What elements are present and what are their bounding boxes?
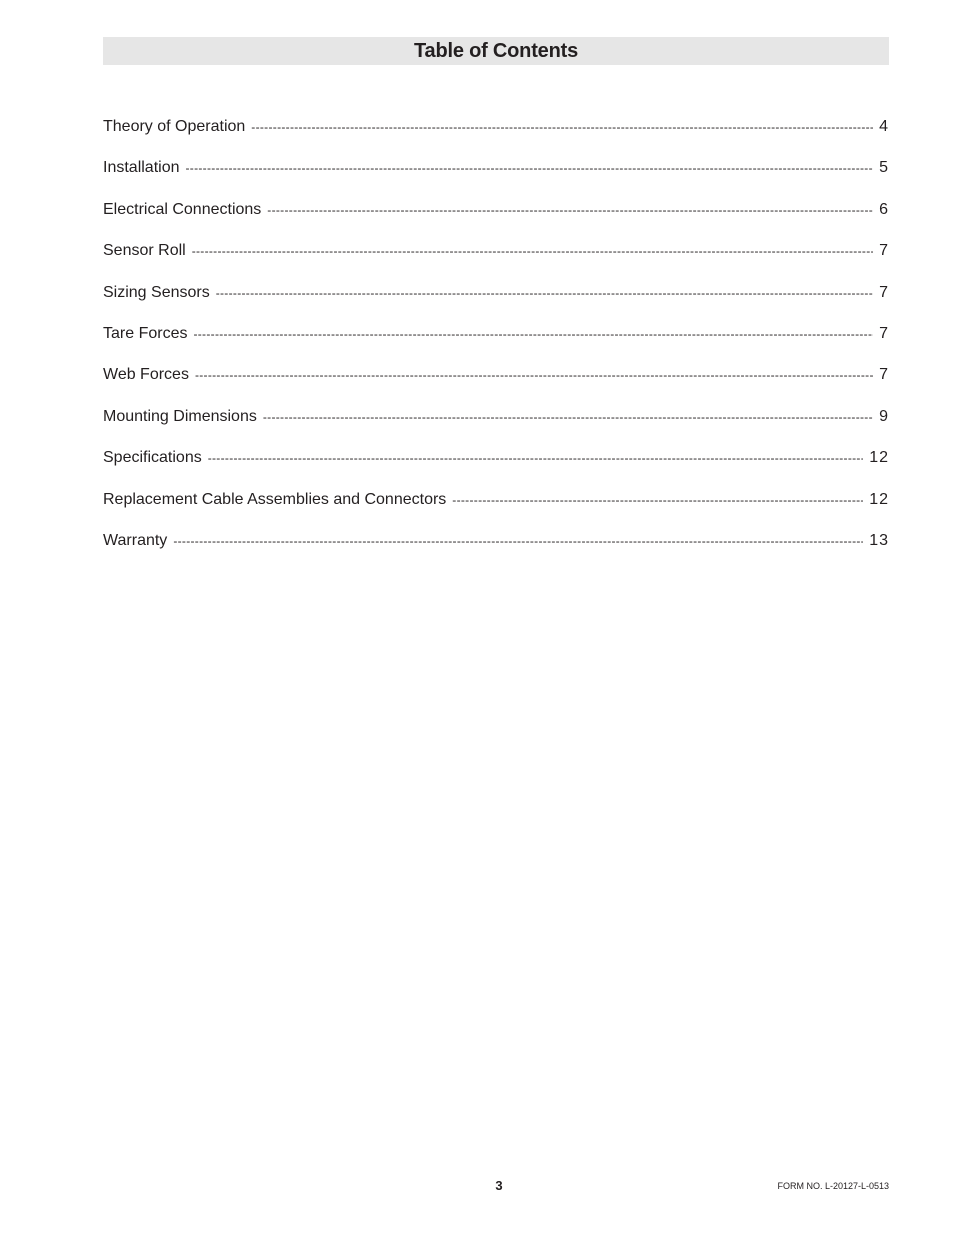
toc-leader-dashes	[216, 279, 873, 307]
toc-entry-page: 6	[879, 200, 889, 218]
page-title: Table of Contents	[413, 39, 578, 62]
toc-entry-page: 7	[879, 324, 889, 342]
toc-entry-mounting-dimensions[interactable]	[103, 403, 889, 444]
toc-entry-page: 13	[869, 531, 889, 549]
toc-leader-dashes	[173, 527, 863, 555]
toc-entry-page: 12	[869, 490, 889, 508]
toc-entry-replacement-cable-assemblies[interactable]	[103, 486, 889, 527]
toc-entry-label: Theory of Operation	[103, 118, 246, 135]
toc-entry-warranty[interactable]	[103, 527, 889, 568]
toc-entry-label: Installation	[103, 159, 180, 177]
toc-entry-sizing-sensors[interactable]	[103, 279, 889, 320]
toc-entry-sensor-roll[interactable]	[103, 237, 889, 278]
toc-entry-web-forces[interactable]	[103, 361, 889, 402]
toc-entry-page: 7	[879, 366, 889, 384]
toc-entry-label: Warranty	[103, 531, 168, 549]
toc-entry-page: 5	[879, 159, 889, 177]
toc-entry-page: 7	[879, 242, 889, 260]
toc-entry-tare-forces[interactable]	[103, 320, 889, 361]
toc-entry-page: 7	[879, 283, 889, 301]
footer-page-number: 3	[495, 1178, 503, 1193]
toc-entry-label: Web Forces	[103, 366, 189, 384]
toc-entry-page: 9	[879, 407, 889, 425]
toc-entry-theory-of-operation[interactable]	[103, 113, 889, 154]
toc-entry-label: Tare Forces	[103, 324, 188, 342]
toc-leader-dashes	[263, 403, 873, 431]
toc-entry-label: Electrical Connections	[103, 200, 262, 218]
footer-form-number: FORM NO. L-20127-L-0513	[777, 1181, 889, 1191]
title-bar	[103, 37, 889, 65]
toc-entry-label: Specifications	[103, 449, 202, 467]
toc-entry-label: Sizing Sensors	[103, 283, 210, 301]
toc-leader-dashes	[195, 361, 873, 389]
toc-entry-label: Sensor Roll	[103, 242, 186, 260]
toc-entry-electrical-connections[interactable]	[103, 196, 889, 237]
toc-leader-dashes	[267, 196, 873, 224]
table-of-contents	[103, 113, 889, 568]
toc-entry-page: 12	[869, 449, 889, 467]
toc-leader-dashes	[193, 320, 873, 348]
toc-leader-dashes	[186, 154, 874, 182]
toc-entry-page: 4	[879, 118, 889, 135]
toc-entry-specifications[interactable]	[103, 444, 889, 485]
toc-entry-installation[interactable]	[103, 154, 889, 195]
toc-leader-dashes	[208, 444, 863, 472]
toc-leader-dashes	[251, 113, 873, 141]
toc-leader-dashes	[452, 486, 863, 514]
toc-entry-label: Mounting Dimensions	[103, 407, 257, 425]
toc-entry-label: Replacement Cable Assemblies and Connectors	[103, 490, 447, 508]
toc-leader-dashes	[192, 237, 873, 265]
